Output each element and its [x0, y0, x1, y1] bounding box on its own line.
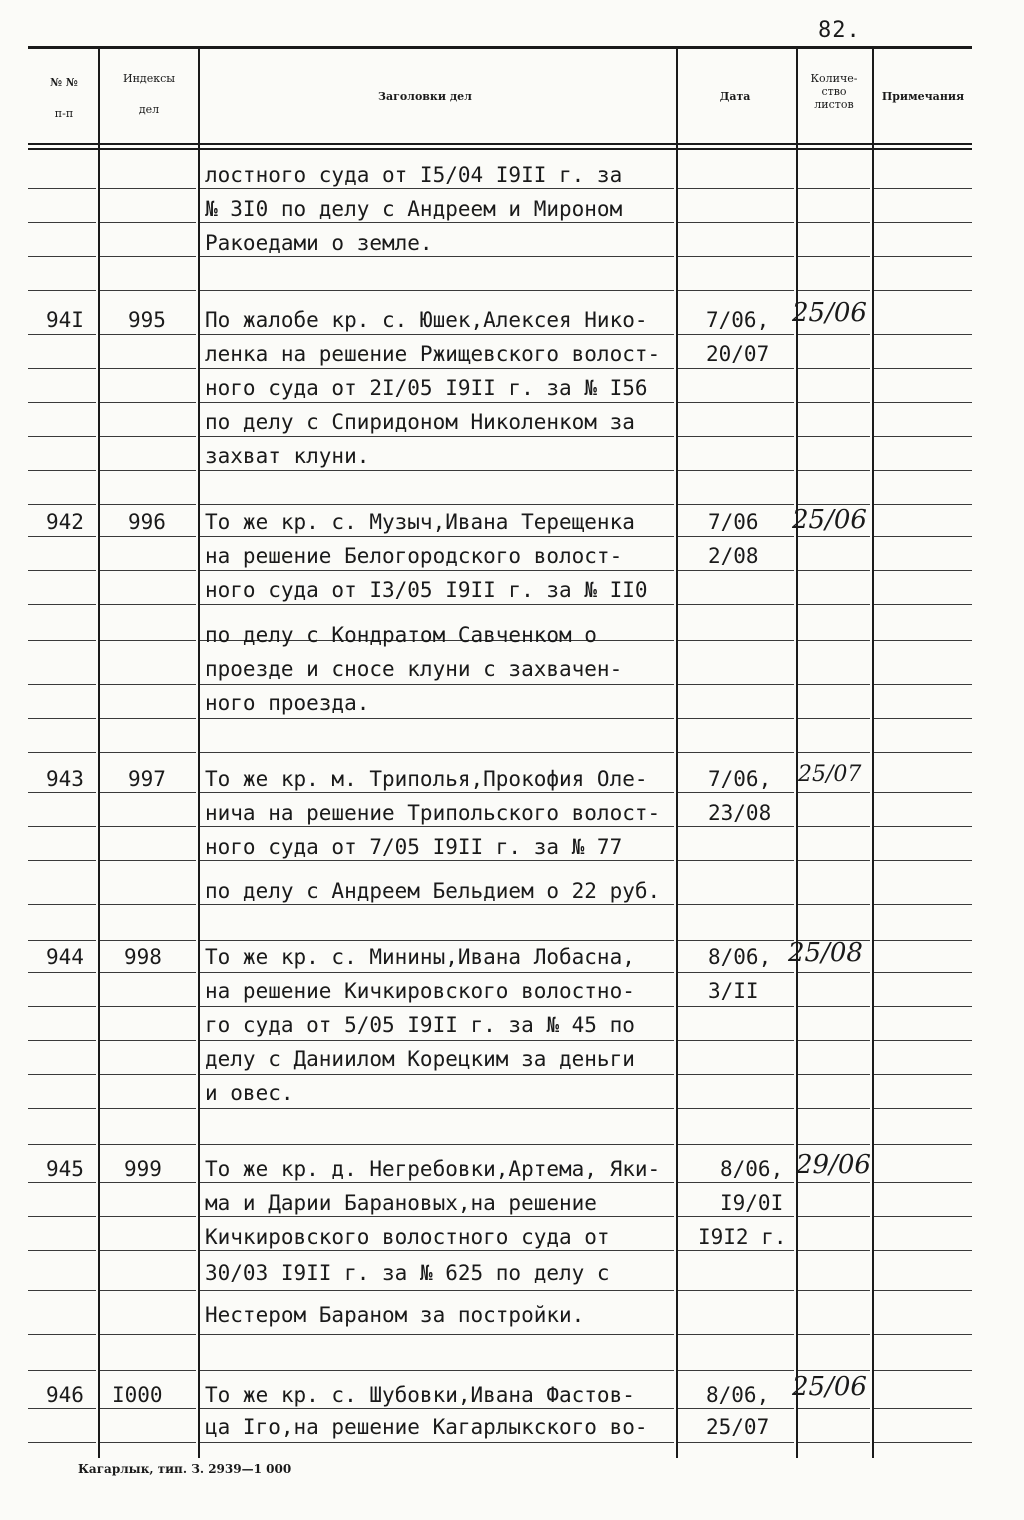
header-num-top: № № — [50, 76, 78, 89]
ruled-line — [678, 222, 794, 223]
ruled-line — [798, 1250, 870, 1251]
ruled-line — [100, 470, 196, 471]
entry-number: 945 — [46, 1157, 84, 1181]
entry-title-line: на решение Кичкировского волостно- — [205, 979, 635, 1003]
ruled-line — [200, 752, 674, 753]
entry-number: 942 — [46, 510, 84, 534]
ruled-line — [798, 402, 870, 403]
ruled-line — [100, 402, 196, 403]
ruled-line — [100, 604, 196, 605]
ruled-line — [798, 1040, 870, 1041]
ruled-line — [798, 1290, 870, 1291]
ruled-line — [874, 188, 972, 189]
ruled-line — [874, 940, 972, 941]
handwritten-date: 25/06 — [792, 505, 867, 535]
entry-title-line: захват клуни. — [205, 444, 370, 468]
column-rule-2 — [198, 48, 200, 1458]
entry-title-line: ма и Дарии Барановых,на решение — [205, 1191, 597, 1215]
entry-title-line: по делу с Кондратом Савченком о — [205, 623, 597, 647]
entry-title-line: То же кр. м. Триполья,Прокофия Оле- — [205, 767, 648, 791]
ruled-line — [678, 436, 794, 437]
ruled-line — [874, 334, 972, 335]
handwritten-date: 25/07 — [798, 762, 862, 787]
ruled-line — [678, 904, 794, 905]
ruled-line — [874, 860, 972, 861]
ruled-line — [28, 1006, 96, 1007]
ruled-line — [100, 904, 196, 905]
ruled-line — [28, 1216, 96, 1217]
ruled-line — [798, 1144, 870, 1145]
ruled-line — [28, 1290, 96, 1291]
entry-title-line: По жалобе кр. с. Юшек,Алексея Нико- — [205, 308, 648, 332]
entry-title-line: 30/03 I9II г. за № 625 по делу с — [205, 1261, 610, 1285]
entry-number: 94I — [46, 308, 84, 332]
ruled-line — [798, 684, 870, 685]
continuation-line: Ракоедами о земле. — [205, 231, 433, 255]
entry-title-line: Нестером Бараном за постройки. — [205, 1303, 585, 1327]
ruled-line — [200, 1290, 674, 1291]
header-top-rule — [28, 46, 972, 49]
ruled-line — [798, 188, 870, 189]
column-rule-4 — [796, 48, 798, 1458]
ruled-line — [874, 1250, 972, 1251]
ruled-line — [100, 1216, 196, 1217]
ruled-line — [100, 684, 196, 685]
entry-title-line: ного суда от 7/05 I9II г. за № 77 — [205, 835, 623, 859]
ruled-line — [798, 904, 870, 905]
header-num-bottom: п-п — [54, 107, 74, 120]
ruled-line — [678, 718, 794, 719]
ruled-line — [798, 1074, 870, 1075]
ruled-line — [28, 402, 96, 403]
entry-index: 999 — [124, 1157, 162, 1181]
ruled-line — [874, 640, 972, 641]
header-titles: Заголовки дел — [378, 90, 472, 103]
ruled-line — [678, 256, 794, 257]
ruled-line — [874, 1182, 972, 1183]
ruled-line — [874, 718, 972, 719]
ruled-line — [874, 1108, 972, 1109]
handwritten-date: 29/06 — [796, 1150, 871, 1180]
ruled-line — [678, 402, 794, 403]
ruled-line — [100, 1040, 196, 1041]
ruled-line — [874, 1216, 972, 1217]
entry-date: 7/06, — [706, 308, 770, 332]
entry-title-line: Кичкировского волостного суда от — [205, 1225, 610, 1249]
entry-date: I9I2 г. — [698, 1225, 787, 1249]
entry-title-line: по делу с Спиридоном Николенком за — [205, 410, 635, 434]
ruled-line — [874, 1074, 972, 1075]
ruled-line — [100, 1290, 196, 1291]
ruled-line — [798, 1442, 870, 1443]
ruled-line — [874, 1334, 972, 1335]
ruled-line — [28, 684, 96, 685]
ruled-line — [798, 1108, 870, 1109]
ruled-line — [874, 1408, 972, 1409]
ruled-line — [100, 368, 196, 369]
ruled-line — [100, 1074, 196, 1075]
ruled-line — [874, 470, 972, 471]
entry-title-line: нича на решение Трипольского волост- — [205, 801, 661, 825]
entry-index: I000 — [112, 1383, 163, 1407]
entry-index: 996 — [128, 510, 166, 534]
ruled-line — [798, 792, 870, 793]
ruled-line — [28, 1074, 96, 1075]
entry-title-line: То же кр. с. Музыч,Ивана Терещенка — [205, 510, 635, 534]
entry-date: 8/06, — [706, 1383, 770, 1407]
ruled-line — [678, 290, 794, 291]
header-notes: Примечания — [881, 90, 965, 103]
ruled-line — [874, 1006, 972, 1007]
entry-title-line: ленка на решение Ржищевского волост- — [205, 342, 661, 366]
entry-title-line: на решение Белогородского волост- — [205, 544, 623, 568]
ruled-line — [28, 752, 96, 753]
ruled-line — [874, 1290, 972, 1291]
column-rule-1 — [98, 48, 100, 1458]
ruled-line — [874, 402, 972, 403]
ruled-line — [28, 1040, 96, 1041]
ruled-line — [874, 256, 972, 257]
ruled-line — [798, 972, 870, 973]
entry-date: 7/06 — [708, 510, 759, 534]
ruled-line — [100, 718, 196, 719]
ruled-line — [874, 570, 972, 571]
ruled-line — [28, 904, 96, 905]
ruled-line — [100, 640, 196, 641]
ruled-line — [100, 1250, 196, 1251]
entry-title-line: То же кр. д. Негребовки,Артема, Яки- — [205, 1157, 661, 1181]
ruled-line — [28, 640, 96, 641]
header-index — [104, 72, 194, 116]
ruled-line — [28, 1370, 96, 1371]
ruled-line — [28, 436, 96, 437]
ruled-line — [100, 752, 196, 753]
entry-index: 997 — [128, 767, 166, 791]
ruled-line — [874, 972, 972, 973]
ruled-line — [798, 1370, 870, 1371]
ruled-line — [100, 826, 196, 827]
ruled-line — [874, 792, 972, 793]
ruled-line — [874, 752, 972, 753]
ruled-line — [798, 536, 870, 537]
ruled-line — [100, 1334, 196, 1335]
ruled-line — [798, 640, 870, 641]
ruled-line — [678, 1334, 794, 1335]
ruled-line — [28, 222, 96, 223]
ruled-line — [28, 1442, 96, 1443]
entry-title-line: делу с Даниилом Корецким за деньги — [205, 1047, 635, 1071]
entry-number: 943 — [46, 767, 84, 791]
ruled-line — [678, 1108, 794, 1109]
entry-title-line: и овес. — [205, 1081, 294, 1105]
ruled-line — [874, 1370, 972, 1371]
ruled-line — [200, 1370, 674, 1371]
entry-date: I9/0I — [720, 1191, 784, 1215]
ruled-line — [28, 860, 96, 861]
ruled-line — [874, 290, 972, 291]
header-date: Дата — [719, 90, 751, 103]
continuation-line: лостного суда от I5/04 I9II г. за — [205, 163, 623, 187]
ruled-line — [678, 1040, 794, 1041]
ruled-line — [874, 436, 972, 437]
ruled-line — [28, 570, 96, 571]
ruled-line — [798, 570, 870, 571]
printer-imprint: Кагарлык, тип. З. 2939—1 000 — [78, 1462, 292, 1476]
ruled-line — [28, 368, 96, 369]
ruled-line — [798, 436, 870, 437]
ruled-line — [874, 604, 972, 605]
ruled-line — [798, 604, 870, 605]
header-qty — [798, 72, 870, 111]
ruled-line — [798, 826, 870, 827]
ruled-line — [874, 1442, 972, 1443]
header-qty-1: Количе- — [810, 72, 858, 85]
ruled-line — [678, 1144, 794, 1145]
ruled-line — [798, 334, 870, 335]
header-num — [34, 76, 94, 120]
ruled-line — [678, 604, 794, 605]
ruled-line — [874, 536, 972, 537]
ruled-line — [100, 1144, 196, 1145]
entry-title-line: То же кр. с. Шубовки,Ивана Фастов- — [205, 1383, 635, 1407]
continuation-line: № 3I0 по делу с Андреем и Мироном — [205, 197, 623, 221]
handwritten-date: 25/08 — [788, 938, 863, 968]
ruled-line — [28, 188, 96, 189]
page-number: 82. — [818, 18, 861, 43]
entry-title-line: То же кр. с. Минины,Ивана Лобасна, — [205, 945, 635, 969]
column-rule-3 — [676, 48, 678, 1458]
header-qty-3: листов — [814, 98, 854, 111]
ruled-line — [874, 504, 972, 505]
header-bottom-rule-2 — [28, 148, 972, 150]
entry-title-line: проезде и сносе клуни с захвачен- — [205, 657, 623, 681]
ruled-line — [798, 1408, 870, 1409]
ruled-line — [678, 1370, 794, 1371]
entry-number: 944 — [46, 945, 84, 969]
ruled-line — [100, 436, 196, 437]
entry-title-line: ца Iго,на решение Кагарлыкского во- — [205, 1415, 648, 1439]
ruled-line — [798, 860, 870, 861]
ruled-line — [100, 1108, 196, 1109]
entry-number: 946 — [46, 1383, 84, 1407]
entry-date: 2/08 — [708, 544, 759, 568]
ruled-line — [678, 470, 794, 471]
ruled-line — [678, 188, 794, 189]
ruled-line — [874, 684, 972, 685]
entry-date: 20/07 — [706, 342, 770, 366]
ruled-line — [798, 1216, 870, 1217]
ruled-line — [798, 752, 870, 753]
ruled-line — [28, 826, 96, 827]
ruled-line — [798, 1334, 870, 1335]
ruled-line — [100, 222, 196, 223]
ruled-line — [874, 222, 972, 223]
handwritten-date: 25/06 — [792, 298, 867, 328]
ruled-line — [678, 640, 794, 641]
ruled-line — [28, 718, 96, 719]
ruled-line — [798, 718, 870, 719]
ruled-line — [798, 1006, 870, 1007]
entry-title-line: ного суда от 2I/05 I9II г. за № I56 — [205, 376, 648, 400]
entry-title-line: ного суда от I3/05 I9II г. за № II0 — [205, 578, 648, 602]
header-index-bottom: дел — [138, 103, 160, 116]
ruled-line — [200, 290, 674, 291]
ruled-line — [28, 290, 96, 291]
ruled-line — [200, 1334, 674, 1335]
header-qty-2: ство — [821, 85, 847, 98]
ruled-line — [798, 256, 870, 257]
ruled-line — [798, 290, 870, 291]
entry-date: 7/06, — [708, 767, 772, 791]
ruled-line — [798, 368, 870, 369]
ruled-line — [874, 904, 972, 905]
entry-index: 998 — [124, 945, 162, 969]
handwritten-date: 25/06 — [792, 1372, 867, 1402]
header-bottom-rule — [28, 143, 972, 145]
ruled-line — [678, 1074, 794, 1075]
ruled-line — [28, 1250, 96, 1251]
ruled-line — [200, 1144, 674, 1145]
ruled-line — [100, 1370, 196, 1371]
ruled-line — [678, 860, 794, 861]
ruled-line — [28, 470, 96, 471]
ruled-line — [678, 684, 794, 685]
entry-title-line: по делу с Андреем Бельдием о 22 руб. — [205, 879, 661, 903]
ruled-line — [874, 1040, 972, 1041]
ruled-line — [798, 222, 870, 223]
ruled-line — [28, 1334, 96, 1335]
ruled-line — [678, 1290, 794, 1291]
ruled-line — [100, 188, 196, 189]
ruled-line — [874, 368, 972, 369]
ruled-line — [28, 256, 96, 257]
ruled-line — [100, 256, 196, 257]
ruled-line — [100, 570, 196, 571]
ruled-line — [100, 1442, 196, 1443]
entry-date: 25/07 — [706, 1415, 770, 1439]
entry-title-line: го суда от 5/05 I9II г. за № 45 по — [205, 1013, 635, 1037]
ruled-line — [678, 752, 794, 753]
entry-date: 23/08 — [708, 801, 772, 825]
ruled-line — [100, 1006, 196, 1007]
ruled-line — [100, 290, 196, 291]
ruled-line — [798, 470, 870, 471]
column-rule-5 — [872, 48, 874, 1458]
entry-date: 3/II — [708, 979, 759, 1003]
ruled-line — [28, 1144, 96, 1145]
header-index-top: Индексы — [123, 72, 175, 85]
ruled-line — [798, 1182, 870, 1183]
ruled-line — [28, 604, 96, 605]
entry-date: 8/06, — [708, 945, 772, 969]
ruled-line — [28, 1108, 96, 1109]
ruled-line — [874, 826, 972, 827]
ruled-line — [100, 860, 196, 861]
entry-index: 995 — [128, 308, 166, 332]
entry-date: 8/06, — [720, 1157, 784, 1181]
entry-title-line: ного проезда. — [205, 691, 370, 715]
ruled-line — [874, 1144, 972, 1145]
